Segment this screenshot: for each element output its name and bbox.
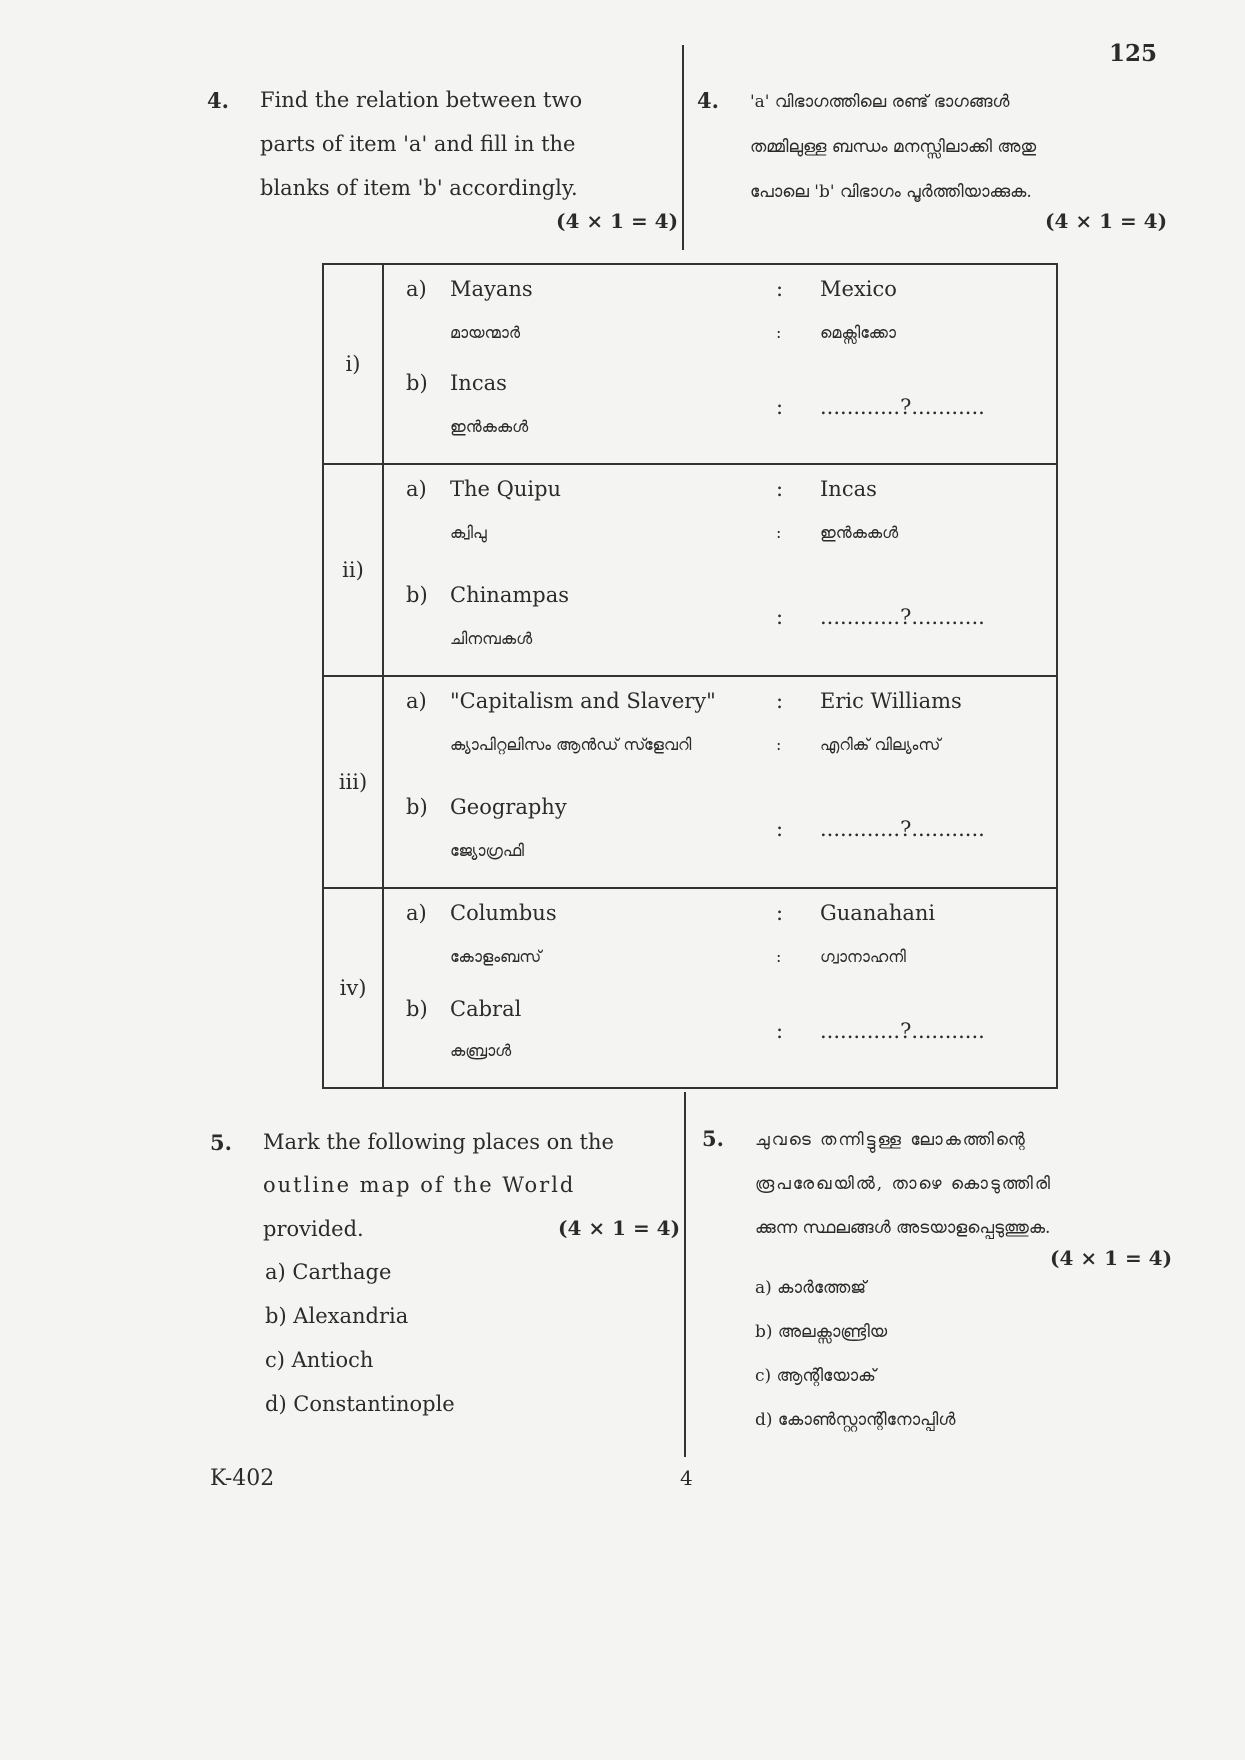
q5-text-en-line2: outline map of the World — [263, 1173, 576, 1197]
item-a-answer-ml: ഗ്വാനാഹനി — [820, 947, 906, 966]
sheet-number: 4 — [680, 1466, 693, 1490]
q5-number-en: 5. — [210, 1130, 232, 1155]
page-number: 125 — [1108, 40, 1157, 67]
table-row — [323, 464, 1057, 676]
q5-item-en: b) Alexandria — [265, 1304, 409, 1328]
colon: : — [776, 523, 782, 542]
table-row — [323, 676, 1057, 888]
colon: : — [776, 901, 784, 925]
colon: : — [776, 689, 784, 713]
q5-number-ml: 5. — [702, 1126, 724, 1151]
column-divider — [684, 1092, 686, 1457]
item-b-answer-blank: ............?........... — [820, 395, 985, 419]
item-a-answer-ml: ഇൻകകൾ — [820, 523, 899, 542]
item-a-answer: Guanahani — [820, 901, 936, 925]
colon: : — [776, 735, 782, 754]
q5-item-ml: b) അലക്സാണ്ട്രിയ — [755, 1322, 888, 1342]
item-b-term-ml: ചിനമ്പകൾ — [450, 629, 533, 648]
item-b-term-ml: കബ്രാൾ — [450, 1041, 512, 1060]
item-a-label: a) — [406, 901, 427, 925]
item-a-term-ml: കോളംബസ് — [450, 947, 542, 966]
q4-marks-ml: (4 × 1 = 4) — [1045, 209, 1168, 233]
relation-table — [322, 263, 1058, 1089]
table-row — [323, 888, 1057, 1088]
question-paper-code: K-402 — [210, 1466, 275, 1491]
item-b-answer-blank: ............?........... — [820, 817, 985, 841]
colon: : — [776, 477, 784, 501]
q4-number-en: 4. — [207, 88, 229, 113]
item-a-label: a) — [406, 689, 427, 713]
q5-text-ml-line1: ചുവടെ തന്നിട്ടുള്ള ലോകത്തിന്റെ — [755, 1130, 1027, 1150]
row-numeral: ii) — [323, 464, 383, 676]
q5-item-ml: a) കാർത്തേജ് — [755, 1278, 867, 1298]
item-b-term: Cabral — [450, 997, 522, 1021]
item-a-answer-ml: എറിക് വില്യംസ് — [820, 735, 941, 754]
item-a-term-ml: മായന്മാർ — [450, 323, 521, 342]
colon: : — [776, 947, 782, 966]
item-a-answer: Incas — [820, 477, 877, 501]
q5-item-en: c) Antioch — [265, 1348, 374, 1372]
item-a-term: The Quipu — [450, 477, 562, 501]
item-a-answer-ml: മെക്സിക്കോ — [820, 323, 896, 342]
item-b-term: Geography — [450, 795, 567, 819]
q4-text-en-line1: Find the relation between two — [260, 88, 583, 112]
item-b-answer-blank: ............?........... — [820, 1019, 985, 1043]
colon: : — [776, 395, 784, 419]
item-a-answer: Eric Williams — [820, 689, 962, 713]
q5-text-ml-line3: ക്കുന്ന സ്ഥലങ്ങൾ അടയാളപ്പെടുത്തുക. — [755, 1218, 1051, 1238]
q5-text-en-line1: Mark the following places on the — [263, 1130, 614, 1154]
colon: : — [776, 323, 782, 342]
q4-text-ml-line3: പോലെ 'b' വിഭാഗം പൂർത്തിയാക്കുക. — [750, 182, 1032, 202]
column-divider — [682, 45, 684, 250]
colon: : — [776, 817, 784, 841]
colon: : — [776, 277, 784, 301]
colon: : — [776, 1019, 784, 1043]
item-b-answer-blank: ............?........... — [820, 605, 985, 629]
colon: : — [776, 605, 784, 629]
q5-marks-en: (4 × 1 = 4) — [558, 1216, 681, 1240]
row-numeral: i) — [323, 264, 383, 464]
q4-text-en-line2: parts of item 'a' and fill in the — [260, 132, 576, 156]
item-a-answer: Mexico — [820, 277, 897, 301]
item-a-label: a) — [406, 477, 427, 501]
item-a-label: a) — [406, 277, 427, 301]
q5-marks-ml: (4 × 1 = 4) — [1050, 1246, 1173, 1270]
item-b-term-ml: ഇൻകകൾ — [450, 417, 529, 436]
q5-text-ml-line2: രൂപരേഖയിൽ, താഴെ കൊടുത്തിരി — [755, 1174, 1052, 1194]
item-a-term-ml: ക്യാപിറ്റലിസം ആൻഡ് സ്ളേവറി — [450, 735, 692, 754]
table-row — [323, 264, 1057, 464]
item-b-label: b) — [406, 795, 428, 819]
row-numeral: iv) — [323, 888, 383, 1088]
q5-item-ml: d) കോൺസ്റ്റാന്റിനോപ്പിൾ — [755, 1410, 956, 1430]
item-b-label: b) — [406, 997, 428, 1021]
item-a-term: Mayans — [450, 277, 533, 301]
q5-item-ml: c) ആന്റിയോക് — [755, 1366, 876, 1386]
item-b-label: b) — [406, 371, 428, 395]
item-a-term: Columbus — [450, 901, 557, 925]
item-b-term: Incas — [450, 371, 507, 395]
q4-text-en-line3: blanks of item 'b' accordingly. — [260, 176, 578, 200]
q4-text-ml-line2: തമ്മിലുള്ള ബന്ധം മനസ്സിലാക്കി അതു — [750, 137, 1037, 157]
item-a-term-ml: ക്വിപു — [450, 523, 487, 542]
row-numeral: iii) — [323, 676, 383, 888]
item-b-term-ml: ജ്യോഗ്രഫി — [450, 841, 524, 860]
q5-text-en-line3: provided. — [263, 1217, 364, 1241]
item-b-label: b) — [406, 583, 428, 607]
item-b-term: Chinampas — [450, 583, 570, 607]
item-a-term: "Capitalism and Slavery" — [450, 689, 716, 713]
q4-text-ml-line1: 'a' വിഭാഗത്തിലെ രണ്ട് ഭാഗങ്ങൾ — [750, 92, 1010, 112]
q4-number-ml: 4. — [697, 88, 719, 113]
q5-item-en: d) Constantinople — [265, 1392, 455, 1416]
q4-marks-en: (4 × 1 = 4) — [556, 209, 679, 233]
q5-item-en: a) Carthage — [265, 1260, 392, 1284]
